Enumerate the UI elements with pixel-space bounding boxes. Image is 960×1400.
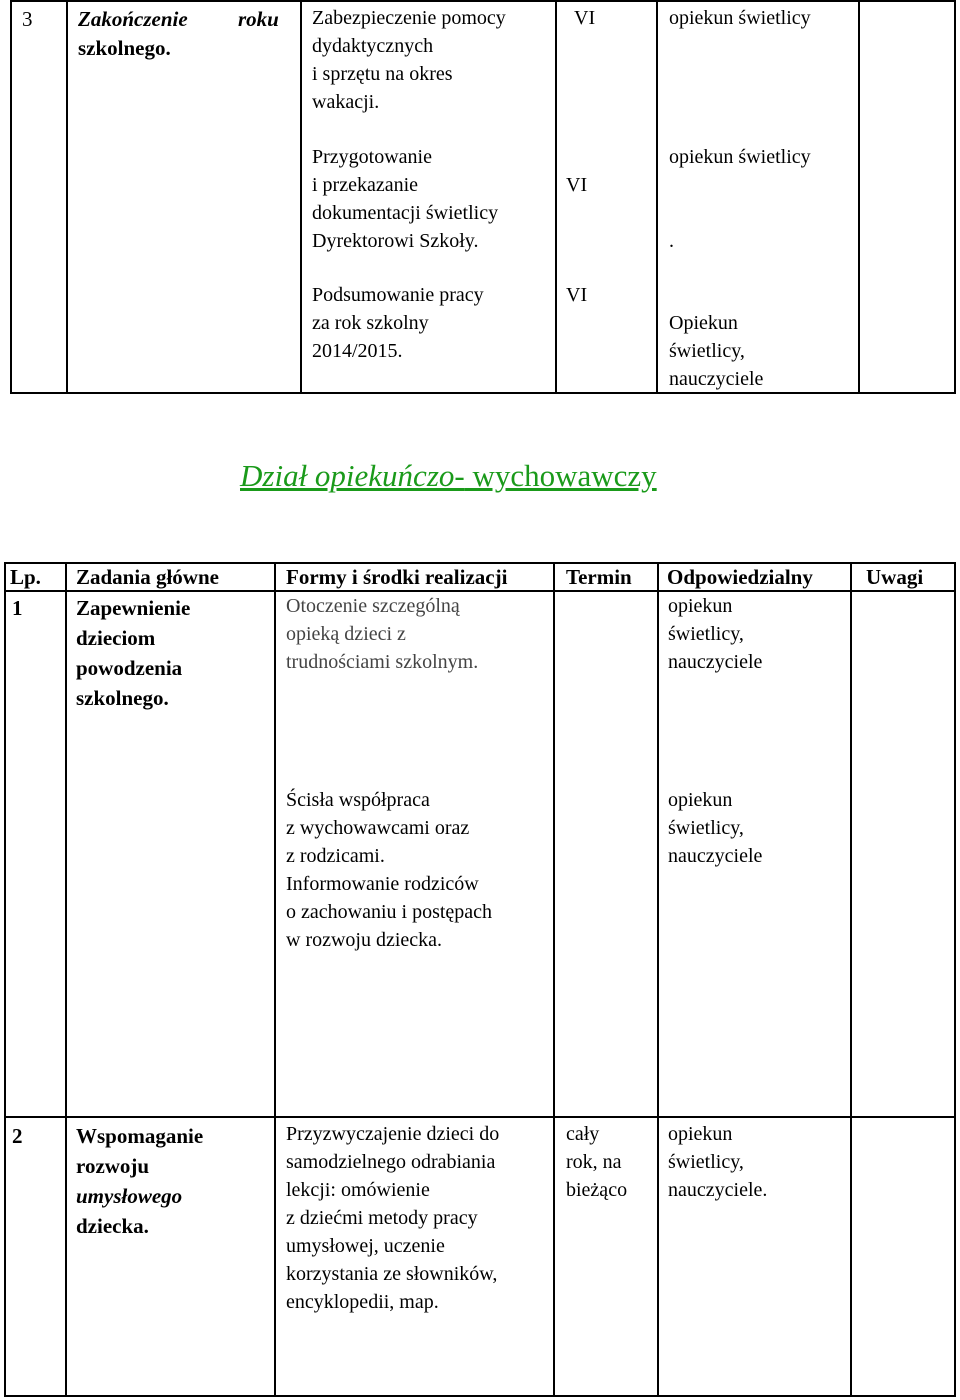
form-text: z dziećmi metody pracy [286, 1207, 478, 1229]
responsible-text: świetlicy, [668, 623, 744, 645]
top-table-border [10, 392, 956, 394]
responsible-text: opiekun [668, 1123, 733, 1145]
term-text: rok, na [566, 1151, 622, 1173]
row-number: 2 [12, 1124, 23, 1148]
top-table-border [858, 0, 860, 394]
top-table-border [10, 0, 956, 2]
form-text: lekcji: omówienie [286, 1179, 430, 1201]
term-text: bieżąco [566, 1179, 628, 1201]
main-table-border [4, 562, 6, 1397]
form-text: 2014/2015. [312, 340, 403, 362]
responsible-text: nauczyciele [668, 651, 763, 673]
term-text: VI [566, 174, 588, 196]
responsible-text: opiekun [668, 789, 733, 811]
main-table-border [553, 562, 555, 1397]
responsible-text: opiekun świetlicy [669, 146, 811, 168]
header-uwagi: Uwagi [866, 565, 924, 589]
section-title-italic: Dział opiekuńczo- [240, 458, 465, 493]
top-table-border [10, 0, 12, 394]
main-table-border [65, 562, 67, 1397]
top-table-border [555, 0, 557, 394]
form-text: Dyrektorowi Szkoły. [312, 230, 479, 252]
responsible-text: świetlicy, [669, 340, 745, 362]
header-lp: Lp. [10, 565, 41, 589]
task-text: rozwoju [76, 1154, 150, 1178]
main-table-border [274, 562, 276, 1397]
form-text: z wychowawcami oraz [286, 817, 470, 839]
responsible-text: świetlicy, [668, 1151, 744, 1173]
task-title: Zakończenie [78, 7, 188, 31]
task-text: dziecka. [76, 1214, 149, 1238]
main-table-border [4, 1395, 956, 1397]
responsible-text: nauczyciele [669, 368, 764, 390]
task-text: dzieciom [76, 626, 156, 650]
header-odpowiedzialny: Odpowiedzialny [667, 565, 813, 589]
form-text: Przygotowanie [312, 146, 432, 168]
top-table-border [656, 0, 658, 394]
form-text: wakacji. [312, 91, 380, 113]
form-text: i przekazanie [312, 174, 419, 196]
header-zadania: Zadania główne [76, 565, 219, 589]
main-table-border [850, 562, 852, 1397]
form-text: encyklopedii, map. [286, 1291, 439, 1313]
form-text: Podsumowanie pracy [312, 284, 484, 306]
top-table-border [954, 0, 956, 394]
task-text: Wspomaganie [76, 1124, 204, 1148]
section-title [240, 456, 657, 496]
top-table-border [300, 0, 302, 394]
header-formy: Formy i środki realizacji [286, 565, 508, 589]
task-title: szkolnego. [78, 36, 171, 60]
form-text: Informowanie rodziców [286, 873, 479, 895]
form-text: z rodzicami. [286, 845, 385, 867]
responsible-text: nauczyciele. [668, 1179, 768, 1201]
form-text: o zachowaniu i postępach [286, 901, 493, 923]
task-text: powodzenia [76, 656, 183, 680]
responsible-text: nauczyciele [668, 845, 763, 867]
responsible-text: Opiekun [669, 312, 738, 334]
responsible-text: opiekun [668, 595, 733, 617]
row-number: 1 [12, 596, 23, 620]
responsible-text: opiekun świetlicy [669, 7, 811, 29]
task-text: szkolnego. [76, 686, 169, 710]
form-text: dydaktycznych [312, 35, 434, 57]
top-table-border [66, 0, 68, 394]
section-title-normal: wychowawczy [464, 458, 657, 493]
row-number: 3 [22, 7, 33, 31]
form-text: umysłowej, uczenie [286, 1235, 445, 1257]
form-text: i sprzętu na okres [312, 63, 453, 85]
form-text: Otoczenie szczególną [286, 595, 460, 617]
form-text: Przyzwyczajenie dzieci do [286, 1123, 500, 1145]
form-text: dokumentacji świetlicy [312, 202, 499, 224]
task-text: umysłowego [76, 1184, 183, 1208]
term-text: VI [574, 7, 596, 29]
task-text: Zapewnienie [76, 596, 191, 620]
form-text: w rozwoju dziecka. [286, 929, 443, 951]
form-text: samodzielnego odrabiania [286, 1151, 496, 1173]
form-text: Ścisła współpraca [286, 789, 430, 811]
header-termin: Termin [566, 565, 632, 589]
responsible-text: świetlicy, [668, 817, 744, 839]
term-text: cały [566, 1123, 600, 1145]
task-title: roku [238, 7, 279, 31]
main-table-border [657, 562, 659, 1397]
main-table-border [954, 562, 956, 1397]
form-text: za rok szkolny [312, 312, 429, 334]
responsible-text: . [669, 230, 674, 252]
term-text: VI [566, 284, 588, 306]
main-table-border [4, 1116, 956, 1118]
form-text: Zabezpieczenie pomocy [312, 7, 506, 29]
form-text: opieką dzieci z [286, 623, 406, 645]
form-text: trudnościami szkolnym. [286, 651, 479, 673]
form-text: korzystania ze słowników, [286, 1263, 498, 1285]
